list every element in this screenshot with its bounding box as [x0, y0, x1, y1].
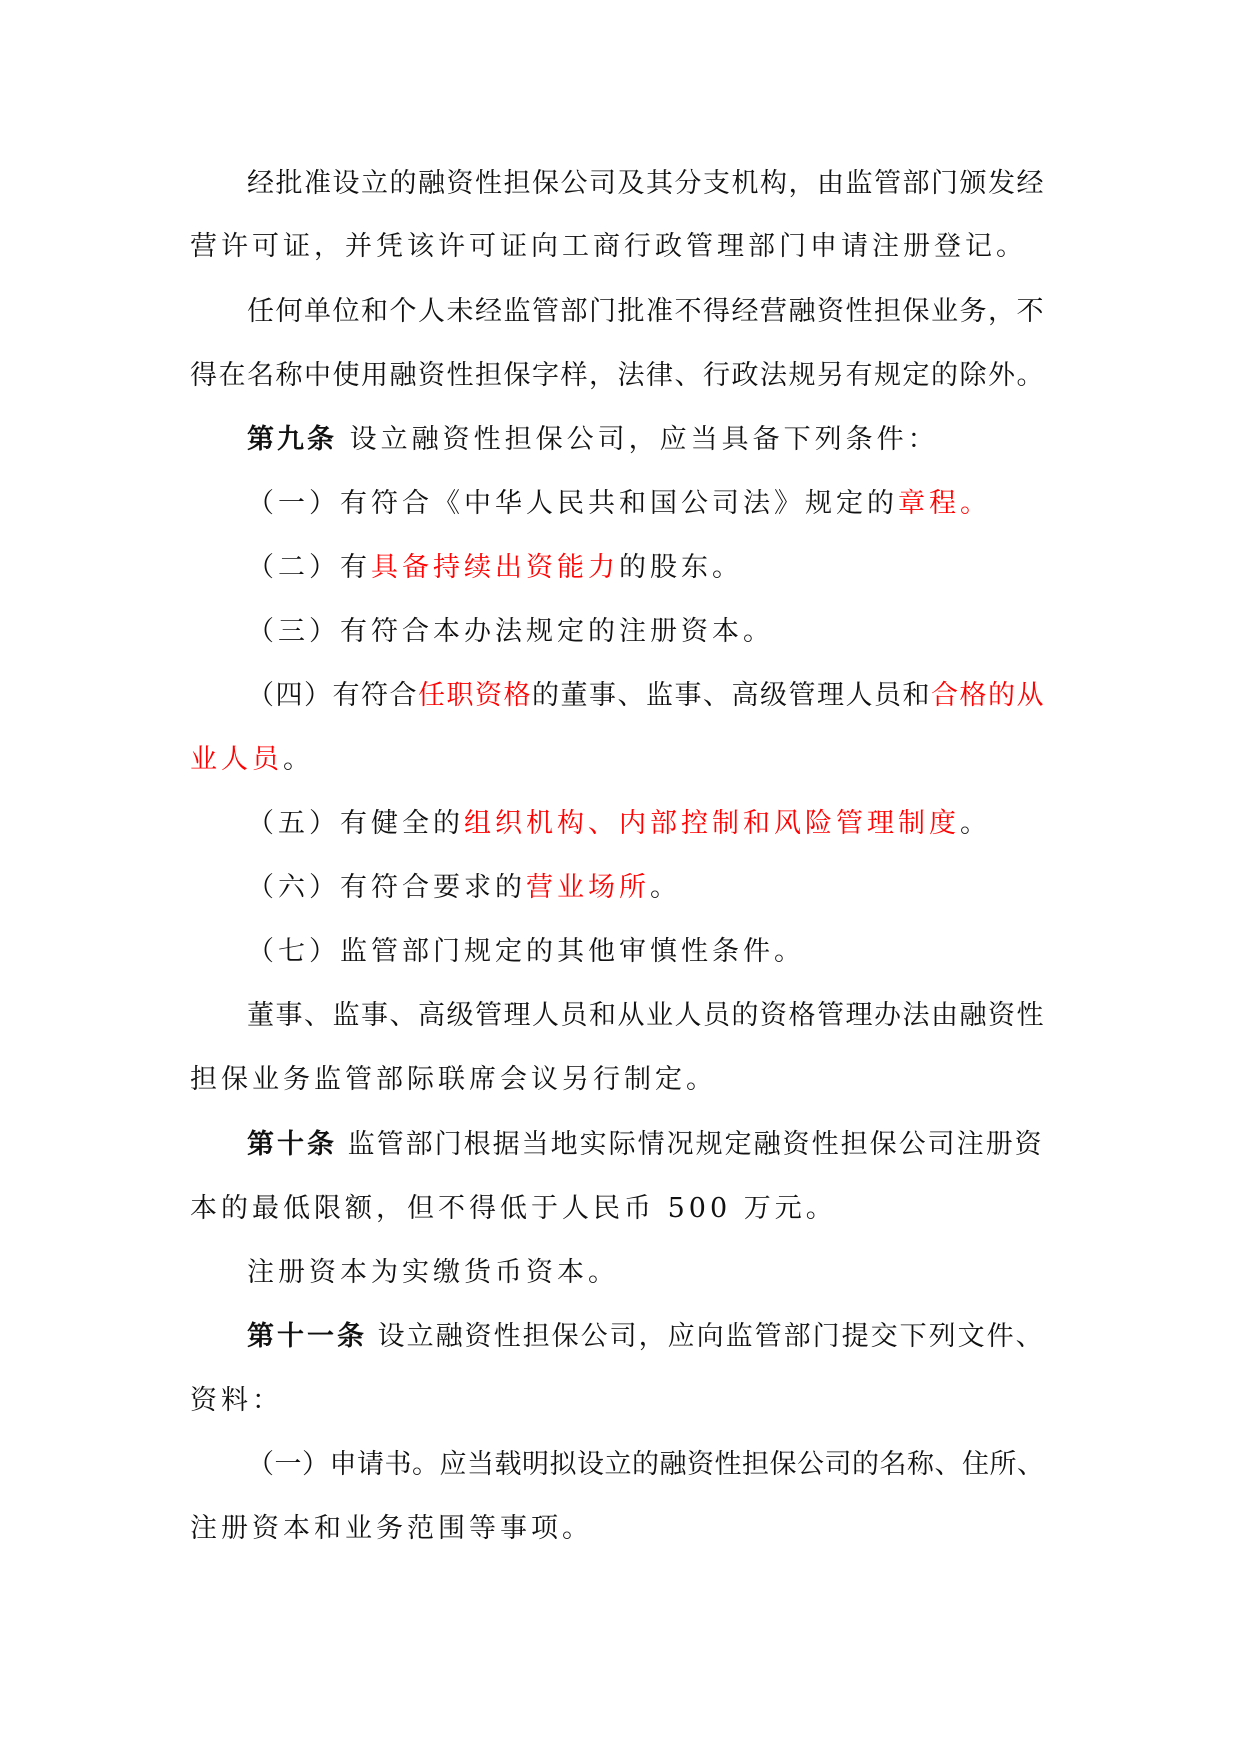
condition-item: （七）监管部门规定的其他审慎性条件。	[247, 936, 805, 967]
article-heading: 第十条	[247, 1129, 337, 1160]
condition-item-continued	[190, 742, 314, 778]
condition-text: 。	[283, 744, 314, 775]
condition-text: （二）有	[247, 552, 371, 583]
article-11-line	[247, 1319, 1045, 1355]
condition-text: （一）有符合《中华人民共和国公司法》规定的	[247, 488, 898, 519]
paragraph-line: 得在名称中使用融资性担保字样，法律、行政法规另有规定的除外。	[190, 360, 1045, 391]
paragraph-line: 资料：	[190, 1385, 283, 1416]
condition-text: 的股东。	[619, 552, 743, 583]
article-text: 设立融资性担保公司，应向监管部门提交下列文件、	[367, 1321, 1045, 1352]
condition-text: （六）有符合要求的	[247, 872, 526, 903]
document-item: （一）申请书。应当载明拟设立的融资性担保公司的名称、住所、	[247, 1449, 1045, 1480]
paragraph-line: 注册资本和业务范围等事项。	[190, 1513, 593, 1544]
highlight-text: 营业场所	[526, 872, 650, 903]
highlight-text: 业人员	[190, 744, 283, 775]
condition-item: （三）有符合本办法规定的注册资本。	[247, 616, 774, 647]
condition-text: 的董事、监事、高级管理人员和	[532, 680, 931, 711]
condition-text: （五）有健全的	[247, 808, 464, 839]
condition-item	[247, 550, 743, 586]
paragraph-line: 注册资本为实缴货币资本。	[247, 1257, 619, 1288]
condition-item	[247, 678, 1045, 714]
paragraph-line: 营许可证，并凭该许可证向工商行政管理部门申请注册登记。	[190, 231, 1027, 262]
condition-text: 。	[650, 872, 681, 903]
highlight-text: 章程。	[898, 488, 991, 519]
paragraph-line: 任何单位和个人未经监管部门批准不得经营融资性担保业务，不	[247, 296, 1045, 327]
condition-text: 。	[960, 808, 991, 839]
paragraph-line: 经批准设立的融资性担保公司及其分支机构，由监管部门颁发经	[247, 168, 1045, 199]
condition-item	[247, 870, 681, 906]
paragraph-line: 担保业务监管部际联席会议另行制定。	[190, 1064, 717, 1095]
paragraph-line: 本的最低限额，但不得低于人民币 500 万元。	[190, 1193, 837, 1224]
condition-item	[247, 486, 991, 522]
highlight-text: 任职资格	[418, 680, 532, 711]
article-heading: 第九条	[247, 424, 337, 455]
highlight-text: 具备持续出资能力	[371, 552, 619, 583]
article-10-line	[247, 1127, 1044, 1163]
article-heading: 第十一条	[247, 1321, 367, 1352]
highlight-text: 合格的从	[931, 680, 1045, 711]
article-9-line	[247, 422, 939, 458]
article-text: 设立融资性担保公司，应当具备下列条件：	[337, 424, 939, 455]
paragraph-line: 董事、监事、高级管理人员和从业人员的资格管理办法由融资性	[247, 1000, 1045, 1031]
condition-text: （四）有符合	[247, 680, 418, 711]
article-text: 监管部门根据当地实际情况规定融资性担保公司注册资	[337, 1129, 1044, 1160]
condition-item	[247, 806, 991, 842]
highlight-text: 组织机构、内部控制和风险管理制度	[464, 808, 960, 839]
